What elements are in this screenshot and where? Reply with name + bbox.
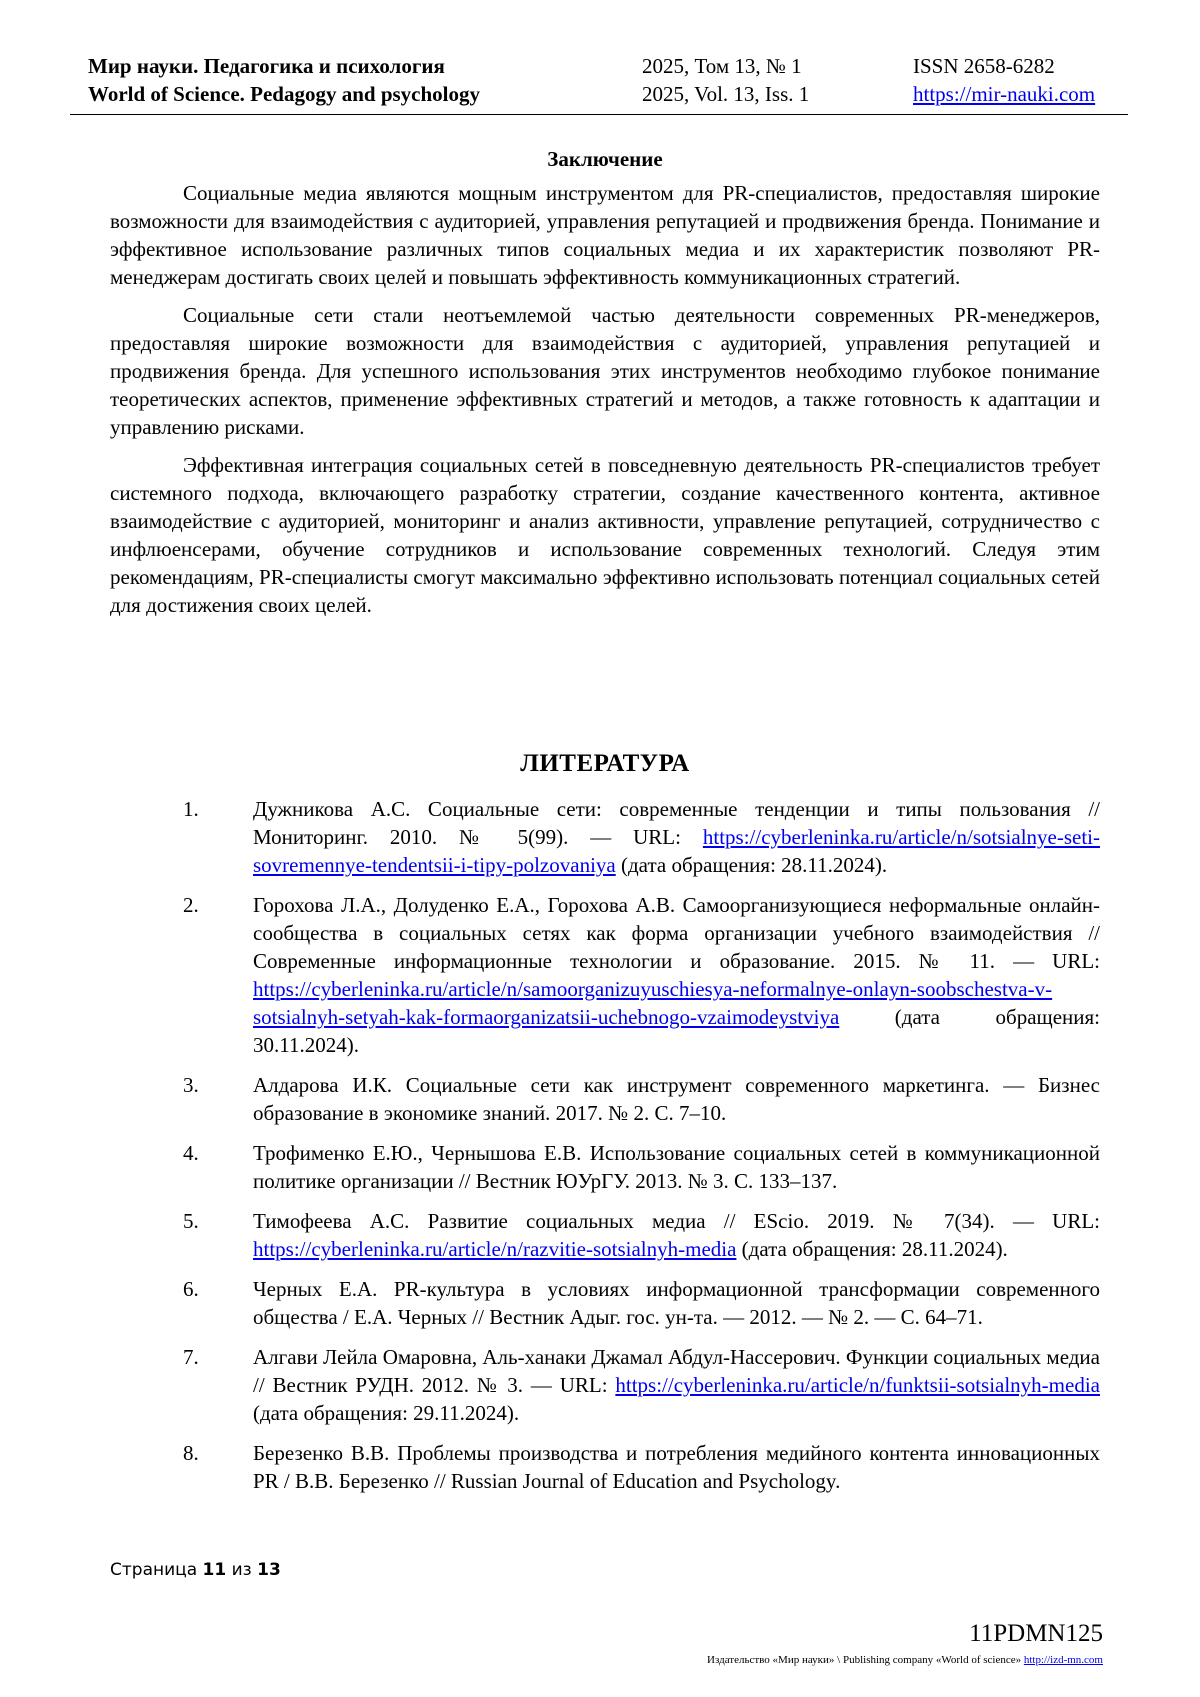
page-header bbox=[70, 52, 1128, 115]
reference-item-7 bbox=[110, 1343, 1100, 1427]
issue-en: 2025, Vol. 13, Iss. 1 bbox=[642, 82, 810, 106]
page-counter bbox=[110, 1560, 281, 1580]
current-page-number: 11 bbox=[202, 1560, 227, 1580]
article-code: 11PDMN125 bbox=[969, 1620, 1103, 1647]
reference-item-8 bbox=[110, 1439, 1100, 1495]
reference-access-date: (дата обращения: 28.11.2024). bbox=[736, 1237, 1008, 1261]
reference-list bbox=[110, 795, 1100, 1507]
conclusion-section bbox=[110, 145, 1100, 629]
issn-block bbox=[913, 52, 1095, 108]
reference-item-6 bbox=[110, 1275, 1100, 1331]
reference-access-date: (дата обращения: 30.11.2024). bbox=[253, 1005, 1100, 1057]
reference-number: 6. bbox=[183, 1277, 199, 1301]
reference-link[interactable]: https://cyberleninka.ru/article/n/samoorganizuyuschiesya-neformalnye-onlayn-soobschestva-v-sotsialnyh-setyah-kak-formaorganizatsii-uchebnogo-vzaimodeystviya bbox=[253, 977, 1053, 1029]
page-word: Страница bbox=[110, 1560, 198, 1580]
journal-title-en: World of Science. Pedagogy and psychology bbox=[88, 82, 481, 106]
reference-item-5 bbox=[110, 1207, 1100, 1263]
reference-number: 8. bbox=[183, 1441, 199, 1465]
literature-title: ЛИТЕРАТУРА bbox=[520, 750, 690, 777]
issn: ISSN 2658-6282 bbox=[913, 54, 1055, 78]
reference-link[interactable]: https://cyberleninka.ru/article/n/funktsii-sotsialnyh-media bbox=[615, 1373, 1100, 1397]
reference-text: Горохова Л.А., Долуденко Е.А., Горохова А.В. Самоорганизующиеся неформальные онлайн-сообщества в социальных сетях как форма организации учебного взаимодействия // Современные информационные технологии и образование. 2015. № 11. — URL: bbox=[253, 893, 1100, 973]
reference-item-1 bbox=[110, 795, 1100, 879]
publisher-text: Издательство «Мир науки» \ Publishing company «World of science» bbox=[707, 1654, 1022, 1666]
conclusion-title: Заключение bbox=[547, 147, 663, 171]
journal-title-block bbox=[88, 52, 480, 108]
reference-number: 2. bbox=[183, 893, 199, 917]
reference-text: Дужникова А.С. Социальные сети: современные тенденции и типы пользования // Мониторинг. 2010. № 5(99). — URL: bbox=[253, 797, 1100, 849]
publisher-line bbox=[707, 1654, 1103, 1666]
reference-item-2 bbox=[110, 891, 1100, 1059]
reference-text: Черных Е.А. PR-культура в условиях информационной трансформации современного общества / Е.А. Черных // Вестник Адыг. гос. ун-та. — 2012. — № 2. — С. 64–71. bbox=[253, 1277, 1100, 1329]
reference-text: Трофименко Е.Ю., Чернышова Е.В. Использование социальных сетей в коммуникационной политике организации // Вестник ЮУрГУ. 2013. № 3. С. 133–137. bbox=[253, 1141, 1100, 1193]
issue-ru: 2025, Том 13, № 1 bbox=[642, 54, 802, 78]
reference-item-4 bbox=[110, 1139, 1100, 1195]
publisher-link[interactable]: http://izd-mn.com bbox=[1023, 1654, 1103, 1666]
reference-access-date: (дата обращения: 29.11.2024). bbox=[253, 1401, 520, 1425]
journal-title-ru: Мир науки. Педагогика и психология bbox=[88, 54, 445, 78]
conclusion-paragraph-1: Социальные медиа являются мощным инструментом для PR-специалистов, предоставляя широкие возможности для взаимодействия с аудиторией, управления репутацией и продвижения бренда. Понимание и эффективное использование различных типов социальных медиа и их характеристик позволяют PR-менеджерам достигать своих целей и повышать эффективность коммуникационных стратегий. bbox=[110, 181, 1100, 289]
reference-number: 1. bbox=[183, 797, 199, 821]
reference-access-date: (дата обращения: 28.11.2024). bbox=[615, 853, 888, 877]
reference-link[interactable]: https://cyberleninka.ru/article/n/sotsialnye-seti-sovremennye-tendentsii-i-tipy-polzovaniya bbox=[253, 825, 1100, 877]
conclusion-paragraph-3: Эффективная интеграция социальных сетей в повседневную деятельность PR-специалистов требует системного подхода, включающего разработку стратегии, создание качественного контента, активное взаимодействие с аудиторией, мониторинг и анализ активности, управление репутацией, сотрудничество с инфлюенсерами, обучение сотрудников и использование современных технологий. Следуя этим рекомендациям, PR-специалисты смогут максимально эффективно использовать потенциал социальных сетей для достижения своих целей. bbox=[110, 453, 1100, 617]
total-pages-number: 13 bbox=[257, 1560, 281, 1580]
reference-text: Тимофеева А.С. Развитие социальных медиа // EScio. 2019. № 7(34). — URL: bbox=[253, 1209, 1100, 1233]
reference-link[interactable]: https://cyberleninka.ru/article/n/razvitie-sotsialnyh-media bbox=[253, 1237, 737, 1261]
reference-text: Алдарова И.К. Социальные сети как инструмент современного маркетинга. — Бизнес образование в экономике знаний. 2017. № 2. С. 7–10. bbox=[253, 1073, 1100, 1125]
reference-item-3 bbox=[110, 1071, 1100, 1127]
reference-number: 4. bbox=[183, 1141, 199, 1165]
reference-number: 7. bbox=[183, 1345, 199, 1369]
reference-text: Березенко В.В. Проблемы производства и потребления медийного контента инновационных PR / В.В. Березенко // Russian Journal of Education and Psychology. bbox=[253, 1441, 1100, 1493]
reference-text: Алгави Лейла Омаровна, Аль-ханаки Джамал Абдул-Нассерович. Функции социальных медиа // Вестник РУДН. 2012. № 3. — URL: bbox=[253, 1345, 1100, 1397]
issue-block bbox=[642, 52, 809, 108]
journal-site-link[interactable]: https://mir-nauki.com bbox=[913, 82, 1096, 106]
reference-number: 3. bbox=[183, 1073, 199, 1097]
conclusion-paragraph-2: Социальные сети стали неотъемлемой частью деятельности современных PR-менеджеров, предоставляя широкие возможности для взаимодействия с аудиторией, управления репутацией и продвижения бренда. Для успешного использования этих инструментов необходимо глубокое понимание теоретических аспектов, применение эффективных стратегий и методов, а также готовность к адаптации и управлению рисками. bbox=[110, 303, 1100, 439]
reference-number: 5. bbox=[183, 1209, 199, 1233]
of-word: из bbox=[231, 1560, 252, 1580]
